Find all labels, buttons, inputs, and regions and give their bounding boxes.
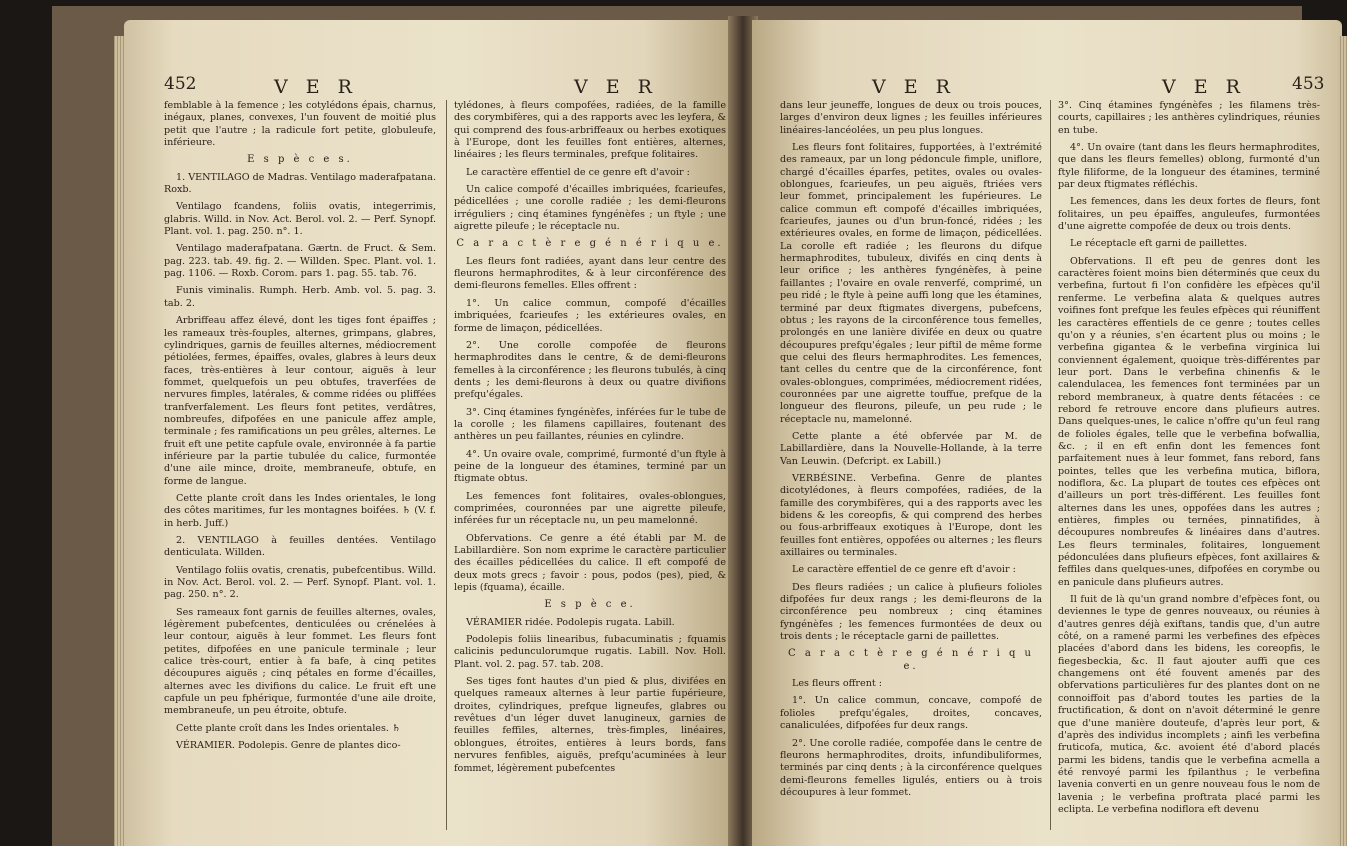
paragraph: femblable à la femence ; les cotylédons épais, charnus, inégaux, planes, convexes, l'un fouvent de moitié plus petit que l'autre ; la radicule fort petite, globuleufe, inférieure. xyxy=(164,100,436,149)
paragraph: Obfervations. Ce genre a été établi par M. de Labillardière. Son nom exprime le caractère particulier des écailles pédicellées du calice. Il eft compofé de deux mots grecs ; favoir : pous, podos (pes), pied, & lepis (fquama), écaille. xyxy=(454,532,726,594)
section-heading: C a r a c t è r e g é n é r i q u e. xyxy=(788,648,1034,672)
paragraph: Le réceptacle eft garni de paillettes. xyxy=(1070,238,1248,250)
paragraph: VÉRAMIER. Podolepis. Genre de plantes dico- xyxy=(176,740,401,752)
right-page xyxy=(752,20,1342,846)
paragraph: Les fleurs offrent : xyxy=(792,678,883,690)
paragraph: Cette plante croît dans les Indes orientales. ♄ xyxy=(176,722,401,734)
paragraph: Il fuit de là qu'un grand nombre d'efpèces font, ou deviennes le type de genres nouveaux, ou réunies à d'autres genres déjà exiftans, tandis que, d'un autre côté, on a ramené parmi les verbefines des efpèces placées d'abord dans les bidens, les coreopfis, le fiegesbeckia, &c. Il faut ajouter auffi que ces changemens ont été fouvent amenés par des obfervations particulières fur des plantes dont on ne connoiffoit pas d'abord toutes les parties de la fructification, & dont on n'avoit déterminé le genre que d'une manière douteufe, d'après leur port, & d'après des individus incomplets ; ainfi les verbefina fruticofa, mutica, &c. avoient été d'abord placés parmi les bidens, tandis que le verbefina acmella a été renvoyé parmi les fpilanthus ; le verbefina lavenia converti en un genre nouveau fous le nom de lavenia ; le verbefina proftrata placé parmi les eclipta. Le verbefina nodiflora eft devenu xyxy=(1058,594,1320,815)
column-rule xyxy=(446,100,447,830)
column-rule xyxy=(1050,100,1051,830)
paragraph: Les femences font folitaires, ovales-oblongues, comprimées, couronnées par une aigrette pileufe, inférées fur un réceptacle nu, un peu mamelonné. xyxy=(454,490,726,527)
left-column-1 xyxy=(164,100,436,836)
running-header-right-b: V E R xyxy=(1162,76,1246,98)
paragraph: Arbriffeau affez élevé, dont les tiges font épaiffes ; les rameaux très-fouples, alternes, grimpans, glabres, cylindriques, garnis de feuilles alternes, médiocrement pétiolées, fermes, épaiffes, ovales, glabres à leurs deux faces, très-entières à leur contour, aiguës à leur fommet, quelquefois un peu obtufes, traverfées de nervures fimples, latérales, & comme ridées ou pliffées tranfverfalement. Les fleurs font petites, verdâtres, nombreufes, difpofées en une panicule affez ample, terminale ; fes ramifications un peu grêles, alternes. Le fruit eft une petite capfule ovale, environnée à fa partie inférieure par la partie tubulée du calice, furmontée d'une aile mince, droite, membraneufe, obtufe, en forme de langue. xyxy=(164,315,436,487)
paragraph: Podolepis foliis linearibus, fubacuminatis ; fquamis calicinis pedunculorumque rugatis. Labill. Nov. Holl. Plant. vol. 2. pag. 57. tab. 208. xyxy=(454,634,726,670)
section-heading: E s p è c e s. xyxy=(247,154,353,166)
section-heading: C a r a c t è r e g é n é r i q u e. xyxy=(456,238,724,250)
paragraph: 1. VENTILAGO de Madras. Ventilago maderafpatana. Roxb. xyxy=(164,171,436,196)
paragraph: Les fleurs font radiées, ayant dans leur centre des fleurons hermaphrodites, & à leur circonférence des demi-fleurons femelles. Elles offrent : xyxy=(454,255,726,292)
paragraph: 1°. Un calice commun, concave, compofé de folioles prefqu'égales, droites, concaves, canaliculées, difpofées fur deux rangs. xyxy=(780,695,1042,732)
paragraph: 4°. Un ovaire ovale, comprimé, furmonté d'un ftyle à peine de la longueur des étamines, terminé par un ftigmate obtus. xyxy=(454,448,726,485)
right-column-2 xyxy=(1058,100,1320,836)
right-page-edge xyxy=(1338,36,1347,846)
book xyxy=(52,6,1325,846)
paragraph: Un calice compofé d'écailles imbriquées, fcarieufes, pédicellées ; une corolle radiée ; les demi-fleurons irréguliers ; cinq étamines fyngénèfes ; un ftyle ; une aigrette pileufe ; le réceptacle nu. xyxy=(454,184,726,233)
page-number-right: 453 xyxy=(1292,74,1325,94)
paragraph: tylédones, à fleurs compofées, radiées, de la famille des corymbifères, qui a des rapports avec les leyfera, & qui comprend des fous-arbriffeaux ou herbes exotiques à l'Europe, dont les feuilles font entières, alternes, linéaires ; les fleurs terminales, prefque folitaires. xyxy=(454,100,726,161)
paragraph: Ventilago foliis ovatis, crenatis, pubefcentibus. Willd. in Nov. Act. Berol. vol. 2. — Perf. Synopf. Plant. vol. 1. pag. 250. n°. 2. xyxy=(164,564,436,601)
paragraph: Ses rameaux font garnis de feuilles alternes, ovales, légèrement pubefcentes, denticulées ou crénelées à leur contour, aiguës à leur fommet. Les fleurs font petites, difpofées en une panicule terminale ; leur calice très-court, entier à fa bafe, à cinq petites découpures aiguës ; cinq pétales en forme d'écailles, alternes avec les divifions du calice. Le fruit eft une capfule un peu fphérique, furmontée d'une aile droite, membraneufe, un peu étroite, obtufe. xyxy=(164,606,436,717)
paragraph: Cette plante croît dans les Indes orientales, le long des côtes maritimes, fur les montagnes boifées. ♄ (V. f. in herb. Juff.) xyxy=(164,492,436,529)
paragraph: Les femences, dans les deux fortes de fleurs, font folitaires, un peu épaiffes, anguleufes, furmontées d'une aigrette compofée de deux ou trois dents. xyxy=(1058,196,1320,233)
paragraph: Les fleurs font folitaires, fupportées, à l'extrémité des rameaux, par un long pédoncule fimple, uniflore, chargé d'écailles éparfes, petites, ovales ou ovales-oblongues, fcarieufes, un peu aiguës, ftriées vers leur fommet, principalement les fupérieures. Le calice commun eft compofé d'écailles imbriquées, fcarieufes, jaunes ou d'un brun-foncé, ridées ; les extérieures ovales, en forme de limaçon, pédicellées. La corolle eft radiée ; les fleurons du difque hermaphrodites, tubuleux, divifés en cinq dents à leur orifice ; les anthères fyngénèfes, à peine faillantes ; l'ovaire en ovale renverfé, comprimé, un peu ridé ; le ftyle à peine auffi long que les étamines, terminé par deux ftigmates divergens, pubefcens, obtus ; les rayons de la circonférence tous femelles, prolongés en une lanière divifée en deux ou quatre découpures prefqu'égales ; leur piftil de même forme que celui des fleurs hermaphrodites. Les femences, tant celles du centre que de la circonférence, font ovales-oblongues, comprimées, médiocrement ridées, couronnées par une aigrette touffue, prefque de la longueur des fleurons, pileufe, un peu rude ; le réceptacle nu, mamelonné. xyxy=(780,142,1042,425)
paragraph: 2°. Une corolle radiée, compofée dans le centre de fleurons hermaphrodites, droits, infundibuliformes, terminés par cinq dents ; à la circonférence quelques demi-fleurons femelles ligulés, entiers ou à trois découpures à leur fommet. xyxy=(780,737,1042,798)
left-column-2 xyxy=(454,100,726,836)
paragraph: 4°. Un ovaire (tant dans les fleurs hermaphrodites, que dans les fleurs femelles) oblong, furmonté d'un ftyle filiforme, de la longueur des étamines, terminé par deux ftigmates réfléchis. xyxy=(1058,142,1320,191)
section-heading: E s p è c e. xyxy=(544,599,636,611)
paragraph: VERBÉSINE. Verbefina. Genre de plantes dicotylédones, à fleurs compofées, radiées, de la famille des corymbifères, qui a des rapports avec les bidens & les coreopfis, & qui comprend des herbes ou fous-arbriffeaux exotiques à l'Europe, dont les feuilles font entières, oppofées ou alternes ; les fleurs axillaires ou terminales. xyxy=(780,472,1042,559)
running-header-right-a: V E R xyxy=(872,76,956,98)
paragraph: Obfervations. Il eft peu de genres dont les caractères foient moins bien déterminés que ceux du verbefina, furtout fi l'on confidère les efpèces qu'il renferme. Le verbefina alata & quelques autres voifines font prefque les feules efpèces qui réuniffent les caractères effentiels de ce genre ; toutes celles qu'on y a réunies, s'en écartent plus ou moins ; le verbefina gigantea & le verbefina virginica lui conviennent également, quoique très-différentes par leur port. Dans le verbefina chinenfis & le calendulacea, les femences font terminées par un rebord membraneux, à quatre dents fétacées : ce rebord fe retrouve encore dans plufieurs autres. Dans quelques-unes, le calice n'offre qu'un feul rang de folioles égales, telle que le verbefina bofwallia, &c. ; il en eft enfin dont les femences font parfaitement nues à leur fommet, fans rebord, fans pointes, telles que les verbefina mutica, biflora, nodiflora, &c. La plupart de toutes ces efpèces ont d'ailleurs un port très-différent. Les feuilles font alternes dans les unes, oppofées dans les autres ; entières, fimples ou ternées, pinnatifides, à découpures nombreufes & linéaires dans d'autres. Les fleurs terminales, folitaires, longuement pédonculées dans plufieurs efpèces, font axillaires & feffiles dans quelques-unes, difpofées en corymbe ou en panicule dans plufieurs autres. xyxy=(1058,255,1320,588)
paragraph: Des fleurs radiées ; un calice à plufieurs folioles difpofées fur deux rangs ; les demi-fleurons de la circonférence peu nombreux ; cinq étamines fyngénèfes ; les femences furmontées de deux ou trois dents ; le réceptacle garni de paillettes. xyxy=(780,581,1042,643)
page-number-left: 452 xyxy=(164,74,197,94)
paragraph: dans leur jeuneffe, longues de deux ou trois pouces, larges d'environ deux lignes ; les feuilles inférieures linéaires-lancéolées, un peu plus longues. xyxy=(780,100,1042,136)
running-header-left-b: V E R xyxy=(574,76,658,98)
paragraph: Ses tiges font hautes d'un pied & plus, divifées en quelques rameaux alternes à leur partie fupérieure, droites, cylindriques, prefque ligneufes, glabres ou revêtues d'un léger duvet lanugineux, garnies de feuilles feffiles, alternes, très-fimples, linéaires, oblongues, étroites, entières à leurs bords, fans nervures fenfibles, aiguës, prefqu'acuminées à leur fommet, légèrement pubefcentes xyxy=(454,676,726,774)
paragraph: VÉRAMIER ridée. Podolepis rugata. Labill. xyxy=(466,616,675,628)
paragraph: Ventilago fcandens, foliis ovatis, integerrimis, glabris. Willd. in Nov. Act. Berol. vol. 2. — Perf. Synopf. Plant. vol. 1. pag. 250. n°. 1. xyxy=(164,201,436,238)
paragraph: Le caractère effentiel de ce genre eft d'avoir : xyxy=(466,166,690,178)
paragraph: Le caractère effentiel de ce genre eft d'avoir : xyxy=(792,564,1016,576)
paragraph: 2°. Une corolle compofée de fleurons hermaphrodites dans le centre, & de demi-fleurons femelles à la circonférence ; les fleurons tubulés, à cinq dents ; les demi-fleurons à deux ou quatre divifions prefqu'égales. xyxy=(454,339,726,401)
paragraph: Cette plante a été obfervée par M. de Labillardière, dans la Nouvelle-Hollande, à la terre Van Leuwin. (Defcript. ex Labill.) xyxy=(780,430,1042,467)
paragraph: Ventilago maderafpatana. Gærtn. de Fruct. & Sem. pag. 223. tab. 49. fig. 2. — Willden. Spec. Plant. vol. 1. pag. 1106. — Roxb. Corom. pars 1. pag. 55. tab. 76. xyxy=(164,243,436,280)
paragraph: 3°. Cinq étamines fyngénèfes, inférées fur le tube de la corolle ; les filamens capillaires, foutenant des anthères un peu faillantes, réunies en cylindre. xyxy=(454,406,726,443)
paragraph: 1°. Un calice commun, compofé d'écailles imbriquées, fcarieufes ; les extérieures ovales, en forme de limaçon, pédicellées. xyxy=(454,297,726,334)
running-header-left-a: V E R xyxy=(274,76,358,98)
paragraph: 2. VENTILAGO à feuilles dentées. Ventilago denticulata. Willden. xyxy=(164,535,436,559)
right-column-1 xyxy=(780,100,1042,836)
paragraph: 3°. Cinq étamines fyngénèfes ; les filamens très-courts, capillaires ; les anthères cylindriques, réunies en tube. xyxy=(1058,100,1320,136)
paragraph: Funis viminalis. Rumph. Herb. Amb. vol. 5. pag. 3. tab. 2. xyxy=(164,285,436,309)
left-page xyxy=(124,20,736,846)
